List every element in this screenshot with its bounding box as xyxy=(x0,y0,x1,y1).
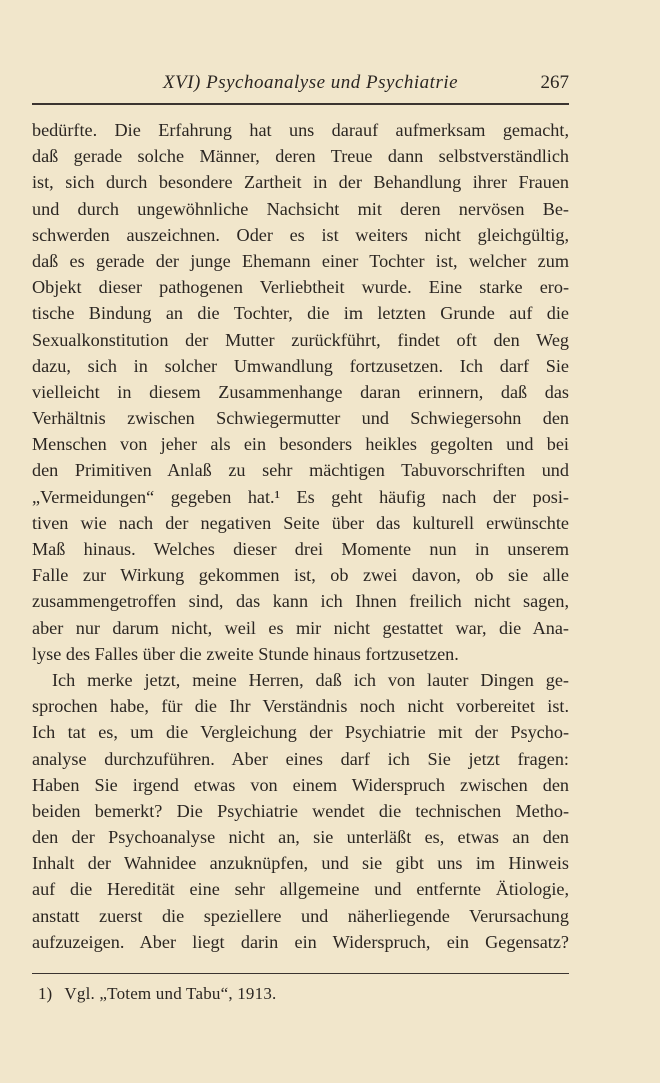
text-line: Verhältnis zwischen Schwiegermutter und Schwiegersohn den xyxy=(32,408,569,429)
footnote-text: Vgl. „Totem und Tabu“, 1913. xyxy=(64,984,277,1003)
text-line: daß gerade solche Männer, deren Treue dann selbstverständlich xyxy=(32,146,569,167)
text-line: aufzuzeigen. Aber liegt darin ein Widerspruch, ein Gegensatz? xyxy=(32,931,569,952)
text-line: ist, sich durch besondere Zartheit in der Behandlung ihrer Frauen xyxy=(32,172,569,193)
text-line: lyse des Falles über die zweite Stunde hinaus fortzusetzen. xyxy=(32,643,459,664)
text-line: bedürfte. Die Erfahrung hat uns darauf aufmerksam gemacht, xyxy=(32,120,569,140)
text-line: und durch ungewöhnliche Nachsicht mit deren nervösen Be- xyxy=(32,198,569,219)
text-line: Ich tat es, um die Vergleichung der Psychiatrie mit der Psycho- xyxy=(32,722,569,743)
text-line: sprochen habe, für die Ihr Verständnis noch nicht vorbereitet ist. xyxy=(32,696,569,717)
text-line: anstatt zuerst die speziellere und näherliegende Verursachung xyxy=(32,905,569,926)
header-rule xyxy=(32,103,569,105)
text-line: Falle zur Wirkung gekommen ist, ob zwei davon, ob sie alle xyxy=(32,565,569,586)
text-line: dazu, sich in solcher Umwandlung fortzusetzen. Ich darf Sie xyxy=(32,355,569,376)
text-line: schwerden auszeichnen. Oder es ist weiters nicht gleichgültig, xyxy=(32,224,569,245)
text-line: vielleicht in diesem Zusammenhange daran erinnern, daß das xyxy=(32,381,569,402)
text-line: Ich merke jetzt, meine Herren, daß ich von lauter Dingen ge- xyxy=(52,669,569,690)
text-line: daß es gerade der junge Ehemann einer Tochter ist, welcher zum xyxy=(32,250,569,271)
text-line: tische Bindung an die Tochter, die im letzten Grunde auf die xyxy=(32,303,569,324)
text-line: Inhalt der Wahnidee anzuknüpfen, und sie gibt uns im Hinweis xyxy=(32,853,569,874)
text-line: Maß hinaus. Welches dieser drei Momente nun in unserem xyxy=(32,539,569,559)
footnote-rule xyxy=(32,973,569,974)
text-line: den Primitiven Anlaß zu sehr mächtigen Tabuvorschriften und xyxy=(32,460,569,481)
page-number: 267 xyxy=(540,72,569,93)
text-line: tiven wie nach der negativen Seite über das kulturell erwünschte xyxy=(32,512,569,533)
text-line: Objekt dieser pathogenen Verliebtheit wurde. Eine starke ero- xyxy=(32,277,569,298)
text-line: beiden bemerkt? Die Psychiatrie wendet die technischen Metho- xyxy=(32,800,569,821)
text-line: Sexualkonstitution der Mutter zurückführt, findet oft den Weg xyxy=(32,329,569,350)
text-line: Haben Sie irgend etwas von einem Widerspruch zwischen den xyxy=(32,774,569,795)
footnote-number: 1) xyxy=(38,984,53,1003)
text-line: den der Psychoanalyse nicht an, sie unterläßt es, etwas an den xyxy=(32,827,569,848)
text-line: zusammengetroffen sind, das kann ich Ihnen freilich nicht sagen, xyxy=(32,591,569,612)
text-line: „Vermeidungen“ gegeben hat.¹ Es geht häufig nach der posi- xyxy=(32,486,569,507)
text-line: auf die Heredität eine sehr allgemeine und entfernte Ätiologie, xyxy=(32,879,569,900)
text-line: Menschen von jeher als ein besonders heikles gegolten und bei xyxy=(32,434,569,455)
body-text xyxy=(32,117,569,955)
text-line: aber nur darum nicht, weil es mir nicht gestattet war, die Ana- xyxy=(32,617,569,638)
running-header-title: XVI) Psychoanalyse und Psychiatrie xyxy=(163,72,459,93)
text-line: analyse durchzuführen. Aber eines darf ich Sie jetzt fragen: xyxy=(32,748,569,769)
footnote xyxy=(38,984,277,1004)
